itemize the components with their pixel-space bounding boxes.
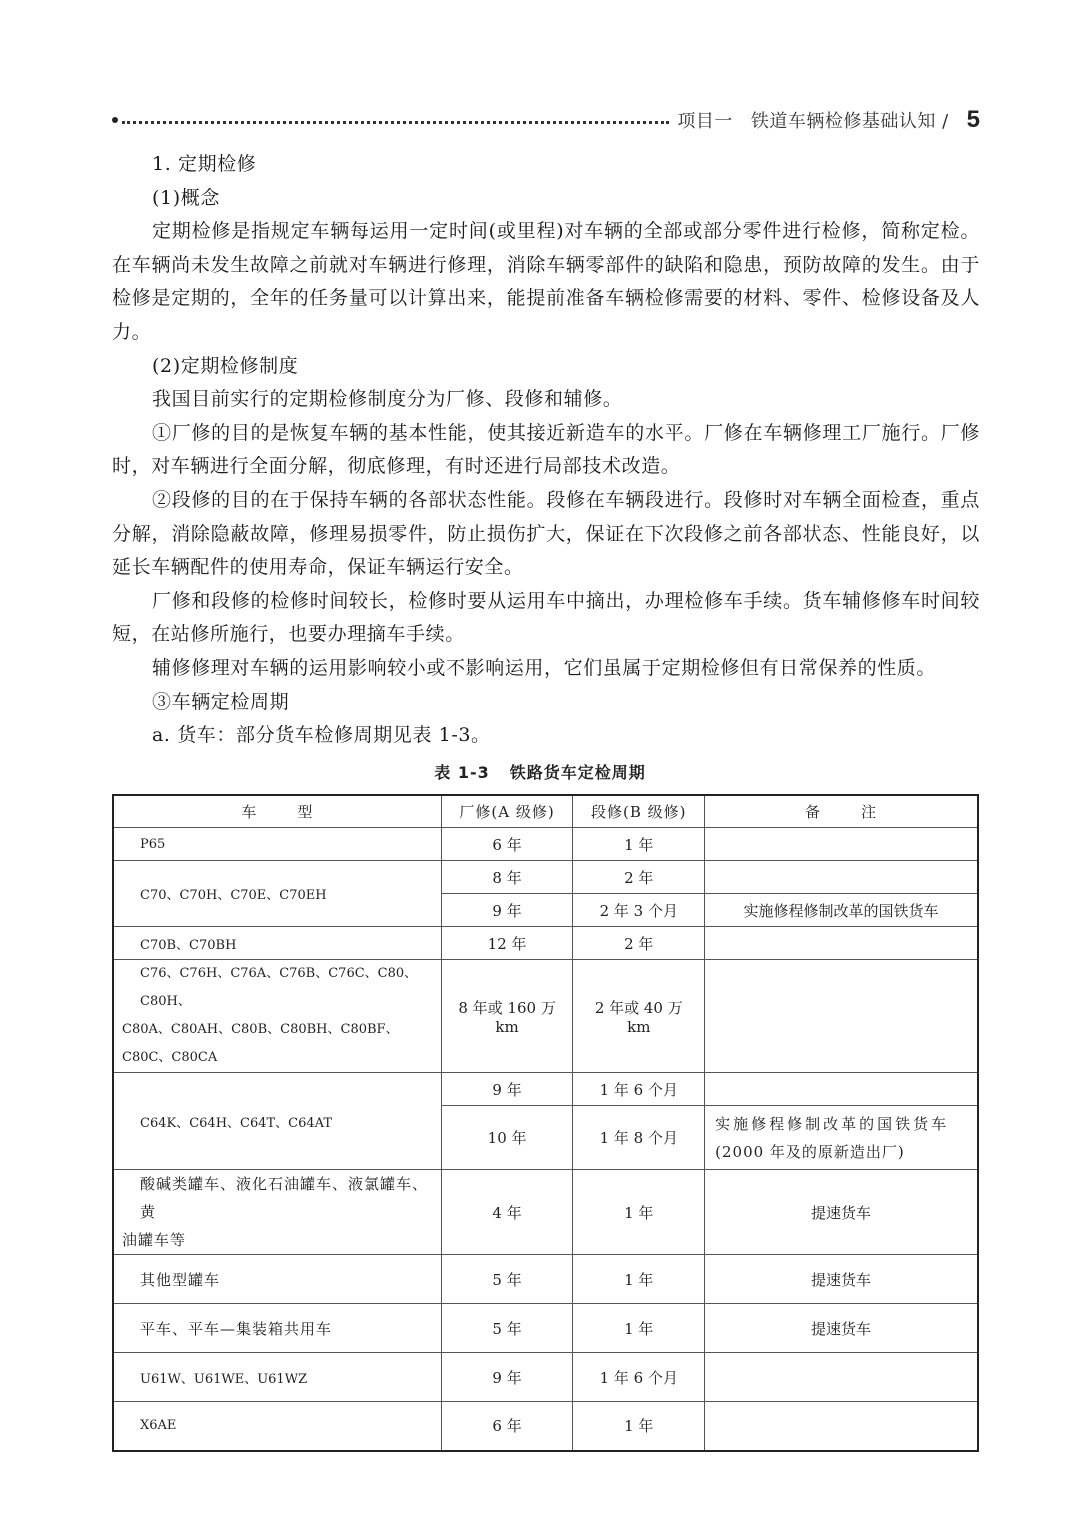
cell-model: 其他型罐车	[113, 1255, 441, 1304]
paragraph: ②段修的目的在于保持车辆的各部状态性能。段修在车辆段进行。段修时对车辆全面检查，重点分解，消除隐蔽故障，修理易损零件，防止损伤扩大，保证在下次段修之前各部状态、性能良好，以延长车辆配件的使用寿命，保证车辆运行安全。	[112, 488, 980, 579]
cell-factory: 8 年	[441, 861, 573, 894]
cell-model: C70、C70H、C70E、C70EH	[113, 861, 441, 927]
paragraph: ①厂修的目的是恢复车辆的基本性能，使其接近新造车的水平。厂修在车辆修理工厂施行。厂修时，对车辆进行全面分解，彻底修理，有时还进行局部技术改造。	[112, 421, 980, 478]
cell-factory: 9 年	[441, 1353, 573, 1402]
cell-note	[705, 960, 978, 1073]
cell-depot: 1 年 6 个月	[573, 1073, 705, 1106]
cell-factory: 8 年或 160 万 km	[441, 960, 573, 1073]
cell-model: P65	[113, 828, 441, 861]
body-text	[112, 148, 980, 753]
cell-depot: 2 年或 40 万 km	[573, 960, 705, 1073]
cell-factory: 5 年	[441, 1255, 573, 1304]
table-row	[113, 1402, 978, 1451]
cell-note: 实施修程修制改革的国铁货车 (2000 年及的原新造出厂)	[705, 1106, 978, 1170]
cell-depot: 1 年	[573, 1304, 705, 1353]
paragraph: a. 货车：部分货车检修周期见表 1-3。	[152, 724, 491, 747]
paragraph: 定期检修是指规定车辆每运用一定时间(或里程)对车辆的全部或部分零件进行检修，简称定检。在车辆尚未发生故障之前就对车辆进行修理，消除车辆零部件的缺陷和隐患，预防故障的发生。由于检修是定期的，全年的任务量可以计算出来，能提前准备车辆检修需要的材料、零件、检修设备及人力。	[112, 220, 980, 343]
cell-model: 平车、平车—集装箱共用车	[113, 1304, 441, 1353]
header-factory-repair: 厂修(A 级修)	[441, 795, 573, 828]
cell-depot: 2 年	[573, 927, 705, 960]
table-row	[113, 1353, 978, 1402]
cell-note	[705, 927, 978, 960]
table-header-row	[113, 795, 978, 828]
cell-note: 实施修程修制改革的国铁货车	[705, 894, 978, 927]
cell-note	[705, 1073, 978, 1106]
cell-note	[705, 828, 978, 861]
cell-note	[705, 1402, 978, 1451]
cell-factory: 5 年	[441, 1304, 573, 1353]
cell-factory: 12 年	[441, 927, 573, 960]
table-row	[113, 960, 978, 1073]
paragraph: 厂修和段修的检修时间较长，检修时要从运用车中摘出，办理检修车手续。货车辅修修车时间较短，在站修所施行，也要办理摘车手续。	[112, 589, 980, 646]
cell-model: C76、C76H、C76A、C76B、C76C、C80、C80H、 C80A、C80AH、C80B、C80BH、C80BF、C80C、C80CA	[113, 960, 441, 1073]
cell-depot: 1 年 6 个月	[573, 1353, 705, 1402]
chapter-label: 铁道车辆检修基础认知 /	[750, 111, 949, 132]
table-caption	[0, 760, 1080, 783]
table-title: 铁路货车定检周期	[509, 763, 646, 782]
cell-depot: 1 年	[573, 1402, 705, 1451]
cell-model: U61W、U61WE、U61WZ	[113, 1353, 441, 1402]
section-label: 项目一	[677, 111, 733, 132]
paragraph: 辅修修理对车辆的运用影响较小或不影响运用，它们虽属于定期检修但有日常保养的性质。	[152, 656, 937, 679]
table-row	[113, 828, 978, 861]
table-row	[113, 1304, 978, 1353]
cell-factory: 9 年	[441, 894, 573, 927]
cell-depot: 2 年 3 个月	[573, 894, 705, 927]
bullet-dot	[112, 117, 118, 123]
paragraph: 我国目前实行的定期检修制度分为厂修、段修和辅修。	[152, 388, 623, 411]
cell-depot: 1 年	[573, 1255, 705, 1304]
cell-note: 提速货车	[705, 1170, 978, 1255]
table-row	[113, 861, 978, 894]
heading-regular-inspection: 1. 定期检修	[152, 153, 257, 175]
table-row	[113, 1170, 978, 1255]
cell-factory: 6 年	[441, 1402, 573, 1451]
inspection-period-table	[112, 794, 979, 1452]
cell-model: X6AE	[113, 1402, 441, 1451]
heading-system: (2)定期检修制度	[152, 354, 299, 377]
table-row	[113, 1255, 978, 1304]
cell-depot: 2 年	[573, 861, 705, 894]
cell-model: 酸碱类罐车、液化石油罐车、液氯罐车、黄 油罐车等	[113, 1170, 441, 1255]
cell-factory: 10 年	[441, 1106, 573, 1170]
cell-depot: 1 年	[573, 828, 705, 861]
cell-model: C64K、C64H、C64T、C64AT	[113, 1073, 441, 1170]
header-depot-repair: 段修(B 级修)	[573, 795, 705, 828]
table-row	[113, 927, 978, 960]
running-title	[677, 107, 948, 133]
heading-concept: (1)概念	[152, 186, 220, 209]
header-note: 备 注	[705, 795, 978, 828]
cell-note: 提速货车	[705, 1255, 978, 1304]
cell-factory: 9 年	[441, 1073, 573, 1106]
header-model: 车 型	[113, 795, 441, 828]
page-number: 5	[966, 106, 980, 133]
cell-depot: 1 年	[573, 1170, 705, 1255]
cell-factory: 6 年	[441, 828, 573, 861]
table-number: 表 1-3	[434, 763, 490, 782]
cell-depot: 1 年 8 个月	[573, 1106, 705, 1170]
cell-factory: 4 年	[441, 1170, 573, 1255]
cell-note: 提速货车	[705, 1304, 978, 1353]
cell-note	[705, 861, 978, 894]
dotted-leader	[122, 121, 669, 124]
running-header	[112, 104, 980, 136]
table-row	[113, 1073, 978, 1106]
cell-note	[705, 1353, 978, 1402]
heading-period: ③车辆定检周期	[152, 690, 290, 713]
cell-model: C70B、C70BH	[113, 927, 441, 960]
